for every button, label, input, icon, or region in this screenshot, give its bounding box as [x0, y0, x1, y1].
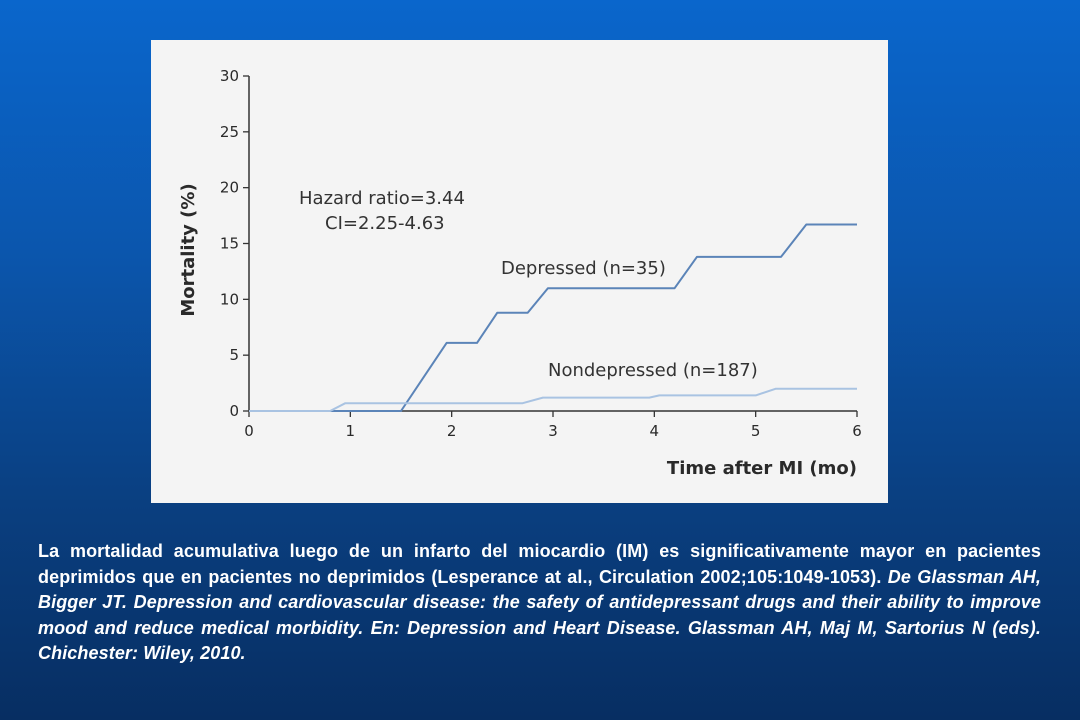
series-line-nondepressed	[249, 389, 857, 411]
annotation-hazard-ratio: Hazard ratio=3.44	[299, 188, 465, 209]
x-tick-label: 4	[649, 422, 660, 440]
y-tick-label: 0	[229, 402, 239, 420]
legend-label-nondepressed: Nondepressed (n=187)	[548, 360, 758, 381]
x-tick-label: 2	[446, 422, 457, 440]
y-tick-label: 5	[229, 346, 239, 365]
ticks	[220, 67, 862, 440]
figure-panel	[151, 40, 888, 503]
x-tick-label: 5	[750, 422, 761, 440]
caption-text: La mortalidad acumulativa luego de un infarto del miocardio (IM) es significativamente mayor en pacientes deprimidos que en pacientes no deprimidos (Lesperance at al., Circulation 2002;105:1049-1053).	[38, 541, 1041, 587]
legend-label-depressed: Depressed (n=35)	[501, 258, 666, 279]
y-tick-label: 15	[219, 234, 239, 253]
y-tick-label: 25	[219, 122, 239, 141]
series-lines	[249, 225, 857, 412]
x-axis-title: Time after MI (mo)	[666, 458, 857, 479]
figure-caption	[38, 539, 1041, 667]
annotation-ci: CI=2.25-4.63	[325, 213, 445, 234]
series-line-depressed	[249, 225, 857, 412]
y-tick-label: 10	[219, 290, 239, 309]
y-axis-title: Mortality (%)	[178, 183, 199, 317]
caption-reference: De Glassman AH, Bigger JT. Depression and cardiovascular disease: the safety of antidepressant drugs and their ability to improve mood and reduce medical morbidity. En: Depression and Heart Disease. Glassman AH, Maj M, Sartorius N (eds). Chichester: Wiley, 2010.	[38, 566, 1041, 663]
y-tick-label: 20	[219, 178, 239, 197]
x-tick-label: 3	[548, 422, 558, 440]
x-tick-label: 0	[244, 422, 254, 440]
mortality-chart	[151, 40, 888, 503]
x-tick-label: 6	[852, 422, 862, 440]
y-tick-label: 30	[219, 67, 239, 85]
x-tick-label: 1	[345, 422, 356, 440]
